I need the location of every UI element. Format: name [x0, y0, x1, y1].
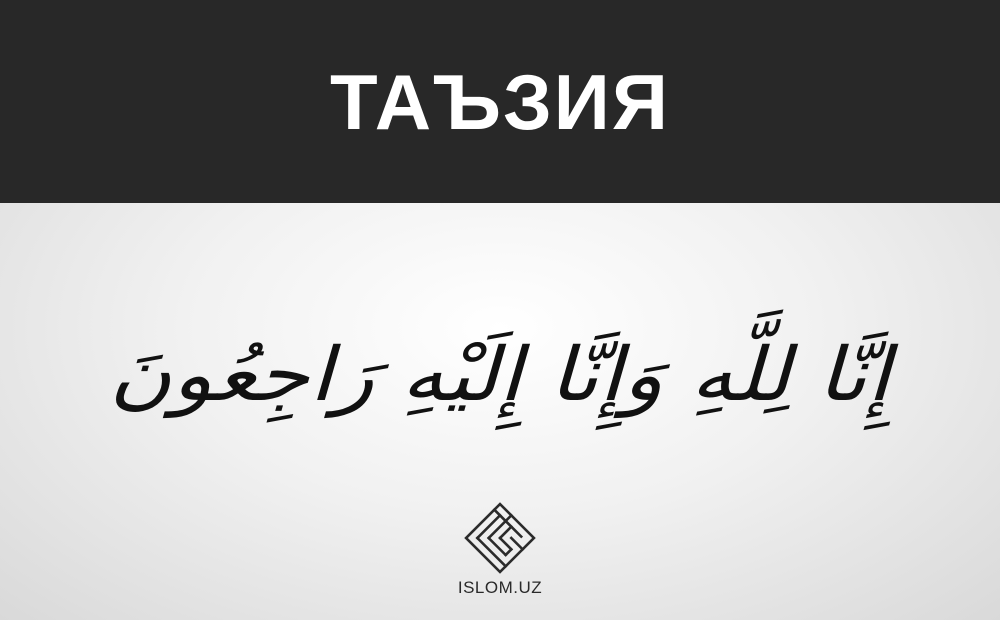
- arabic-calligraphy: [100, 275, 900, 475]
- square-kufic-calligraphy-icon: [459, 499, 541, 577]
- header-band: [0, 0, 1000, 203]
- content-area: [0, 203, 1000, 620]
- calligraphy-text: إِنَّا لِلَّهِ وَإِنَّا إِلَيْهِ رَاجِعُونَ: [109, 332, 891, 418]
- site-logo: [440, 499, 560, 609]
- logo-caption: ISLOM.UZ: [457, 578, 543, 597]
- page-title: ТАЪЗИЯ: [330, 57, 670, 146]
